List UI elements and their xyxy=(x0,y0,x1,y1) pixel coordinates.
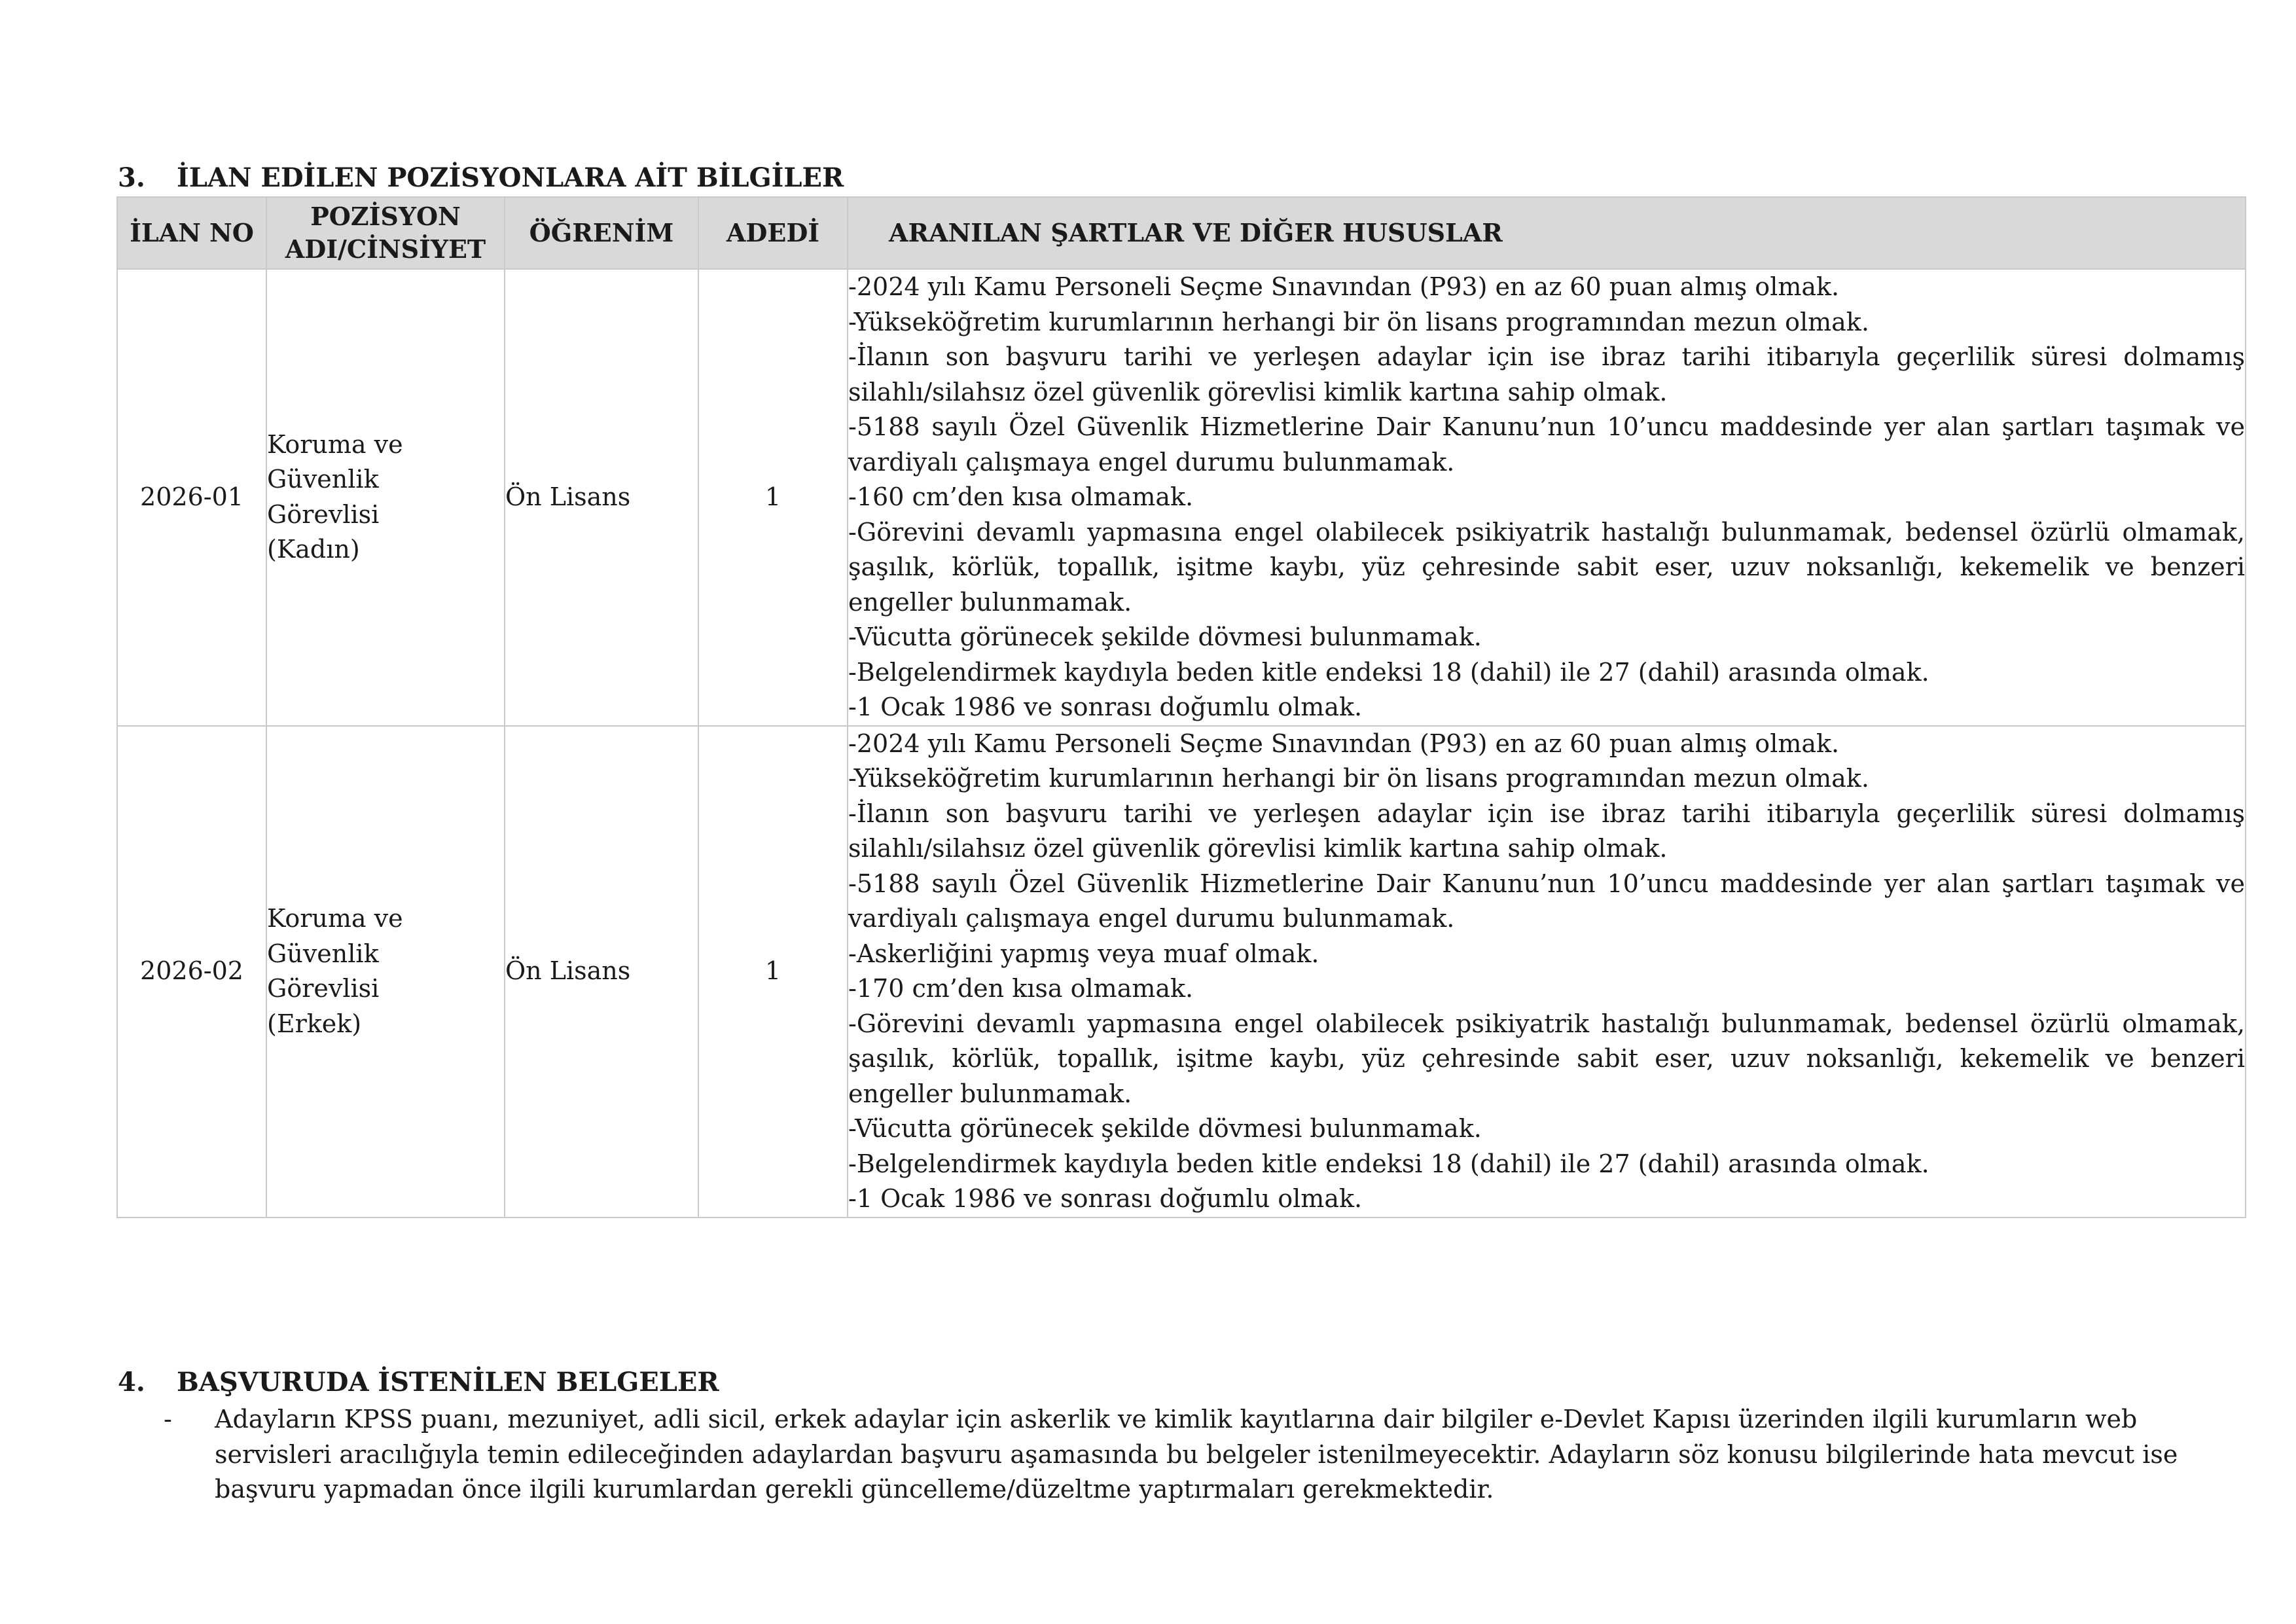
pozisyon-line: Güvenlik xyxy=(267,465,379,494)
cell-ilan-no: 2026-01 xyxy=(117,269,266,726)
requirement-item: -Yükseköğretim kurumlarının herhangi bir ön lisans programından mezun olmak. xyxy=(848,764,1869,793)
pozisyon-line: Koruma ve xyxy=(267,429,403,459)
table-row xyxy=(117,726,2246,1218)
cell-ogrenim: Ön Lisans xyxy=(505,269,698,726)
section-number: 4. xyxy=(118,1367,145,1398)
requirement-item: -5188 sayılı Özel Güvenlik Hizmetlerine Dair Kanunu’nun 10’uncu maddesinde yer alan şartları taşımak ve vardiyalı çalışmaya engel durumu bulunmamak. xyxy=(848,412,2245,477)
pozisyon-line: (Kadın) xyxy=(267,535,360,564)
requirement-item: -Askerliğini yapmış veya muaf olmak. xyxy=(848,939,1319,968)
positions-table xyxy=(117,196,2246,1218)
cell-adedi: 1 xyxy=(698,726,848,1218)
pozisyon-line: Görevlisi xyxy=(267,974,380,1003)
cell-sartlar xyxy=(848,726,2246,1218)
section-number: 3. xyxy=(118,162,145,193)
cell-adedi: 1 xyxy=(698,269,848,726)
cell-pozisyon xyxy=(266,726,505,1218)
cell-ogrenim: Ön Lisans xyxy=(505,726,698,1218)
requirement-item: -Vücutta görünecek şekilde dövmesi bulunmamak. xyxy=(848,1114,1482,1143)
pozisyon-line: Güvenlik xyxy=(267,939,379,968)
requirement-item: -Belgelendirmek kaydıyla beden kitle endeksi 18 (dahil) ile 27 (dahil) arasında olmak. xyxy=(848,1149,1929,1178)
requirement-item: -Vücutta görünecek şekilde dövmesi bulunmamak. xyxy=(848,623,1482,651)
header-adedi: ADEDİ xyxy=(698,197,848,269)
header-pozisyon xyxy=(266,197,505,269)
section-title: BAŞVURUDA İSTENİLEN BELGELER xyxy=(177,1367,719,1398)
pozisyon-line: Koruma ve xyxy=(267,904,403,933)
header-pozisyon-line2: ADI/CİNSİYET xyxy=(285,234,486,264)
requirement-item: -Yükseköğretim kurumlarının herhangi bir ön lisans programından mezun olmak. xyxy=(848,307,1869,336)
required-documents-list xyxy=(164,1402,2193,1507)
pozisyon-line: Görevlisi xyxy=(267,499,380,529)
requirement-item: -Görevini devamlı yapmasına engel olabilecek psikiyatrik hastalığı bulunmamak, bedensel özürlü olmamak, şaşılık, körlük, topallık, işitme kaybı, yüz çehresinde sabit eser, uzuv noksanlığı, kekemelik ve benzeri engeller bulunmamak. xyxy=(848,517,2245,617)
cell-ilan-no: 2026-02 xyxy=(117,726,266,1218)
table-header-row xyxy=(117,197,2246,269)
cell-sartlar xyxy=(848,269,2246,726)
section-4-heading xyxy=(118,1365,719,1399)
requirement-item: -1 Ocak 1986 ve sonrası doğumlu olmak. xyxy=(848,1184,1363,1213)
requirement-item: -2024 yılı Kamu Personeli Seçme Sınavından (P93) en az 60 puan almış olmak. xyxy=(848,729,1840,758)
section-title: İLAN EDİLEN POZİSYONLARA AİT BİLGİLER xyxy=(177,162,844,193)
requirement-item: -Belgelendirmek kaydıyla beden kitle endeksi 18 (dahil) ile 27 (dahil) arasında olmak. xyxy=(848,657,1929,687)
cell-pozisyon xyxy=(266,269,505,726)
requirement-item: -1 Ocak 1986 ve sonrası doğumlu olmak. xyxy=(848,693,1363,721)
requirement-item: -160 cm’den kısa olmamak. xyxy=(848,482,1194,511)
header-pozisyon-line1: POZİSYON xyxy=(310,202,461,231)
requirement-item: -170 cm’den kısa olmamak. xyxy=(848,974,1194,1003)
header-ilan-no: İLAN NO xyxy=(117,197,266,269)
requirement-item: -İlanın son başvuru tarihi ve yerleşen adaylar için ise ibraz tarihi itibarıyla geçerlilik süresi dolmamış silahlı/silahsız özel güvenlik görevlisi kimlik kartına sahip olmak. xyxy=(848,799,2245,863)
pozisyon-line: (Erkek) xyxy=(267,1009,362,1038)
header-ogrenim: ÖĞRENİM xyxy=(505,197,698,269)
requirement-item: -Görevini devamlı yapmasına engel olabilecek psikiyatrik hastalığı bulunmamak, bedensel özürlü olmamak, şaşılık, körlük, topallık, işitme kaybı, yüz çehresinde sabit eser, uzuv noksanlığı, kekemelik ve benzeri engeller bulunmamak. xyxy=(848,1009,2245,1108)
requirement-item: -2024 yılı Kamu Personeli Seçme Sınavından (P93) en az 60 puan almış olmak. xyxy=(848,272,1840,301)
section-3-heading xyxy=(118,161,844,195)
list-item xyxy=(164,1402,2193,1507)
header-sartlar: ARANILAN ŞARTLAR VE DİĞER HUSUSLAR xyxy=(848,197,2246,269)
requirement-item: -İlanın son başvuru tarihi ve yerleşen adaylar için ise ibraz tarihi itibarıyla geçerlilik süresi dolmamış silahlı/silahsız özel güvenlik görevlisi kimlik kartına sahip olmak. xyxy=(848,342,2245,406)
table-row xyxy=(117,269,2246,726)
list-item-text: Adayların KPSS puanı, mezuniyet, adli sicil, erkek adaylar için askerlik ve kimlik kayıtlarına dair bilgiler e-Devlet Kapısı üzerinden ilgili kurumların web servisleri aracılığıyla temin edileceğinden adaylardan başvuru aşamasında bu belgeler istenilmeyecektir. Adayların söz konusu bilgilerinde hata mevcut ise başvuru yapmadan önce ilgili kurumlardan gerekli güncelleme/düzeltme yaptırmaları gerekmektedir. xyxy=(215,1405,2178,1504)
requirement-item: -5188 sayılı Özel Güvenlik Hizmetlerine Dair Kanunu’nun 10’uncu maddesinde yer alan şartları taşımak ve vardiyalı çalışmaya engel durumu bulunmamak. xyxy=(848,869,2245,933)
list-bullet: - xyxy=(164,1405,172,1434)
